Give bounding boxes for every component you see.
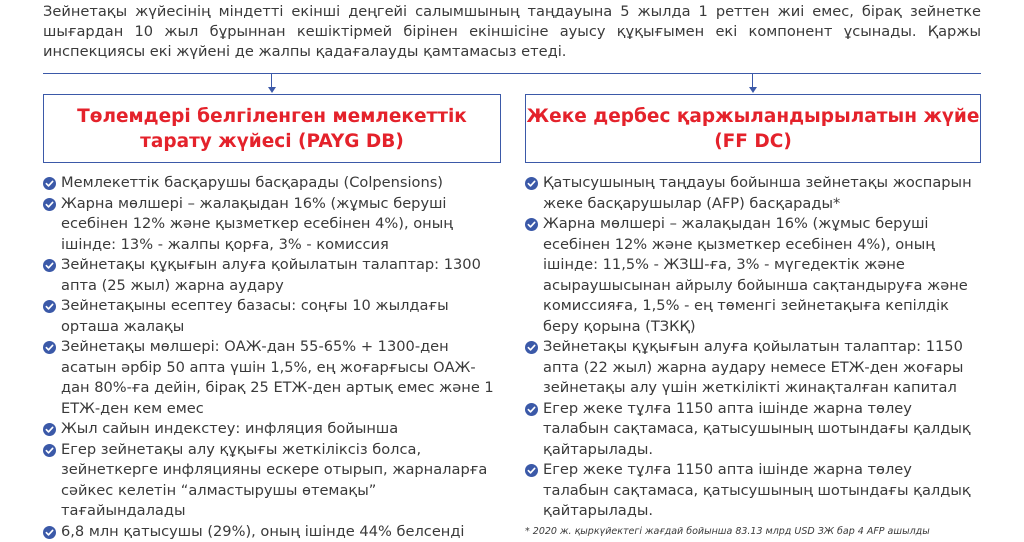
list-item-text: Егер жеке тұлға 1150 апта ішінде жарна төлеу талабын сақтамаса, қатысушының шотындағы қалдық қайтарылады. [543, 461, 971, 519]
list-item-text: Егер зейнетақы алу құқығы жеткіліксіз болса, зейнеткерге инфляцияны ескере отырып, жарналарға сәйкес келетін “алмастырушы өтемақы” тағайындалады [61, 441, 487, 520]
payg-db-list [43, 173, 501, 542]
ff-dc-header-box [525, 94, 981, 163]
payg-db-title: Төлемдері белгіленген мемлекеттік тарату жүйесі (PAYG DB) [44, 104, 500, 154]
arrow-down-icon [268, 87, 276, 93]
ff-dc-title: Жеке дербес қаржыландырылатын жүйе (FF DC) [526, 104, 980, 154]
list-item [525, 399, 981, 461]
list-item [43, 173, 501, 194]
check-circle-icon [525, 464, 538, 477]
top-divider [43, 73, 981, 74]
list-item-text: Зейнетақы мөлшері: ОАЖ-дан 55-65% + 1300-ден асатын әрбір 50 апта үшін 1,5%, ең жоғарғысы ОАЖ-дан 80%-ға дейін, бірақ 25 ЕТЖ-ден артық емес және 1 ЕТЖ-ден кем емес [61, 338, 494, 417]
list-item [43, 296, 501, 337]
arrow-down-icon [749, 87, 757, 93]
payg-db-header-box [43, 94, 501, 163]
check-circle-icon [43, 300, 56, 313]
check-circle-icon [43, 444, 56, 457]
list-item [525, 337, 981, 399]
list-item [43, 194, 501, 256]
list-item-text: Мемлекеттік басқарушы басқарады (Colpensions) [61, 174, 443, 191]
check-circle-icon [43, 259, 56, 272]
list-item-text: Егер жеке тұлға 1150 апта ішінде жарна төлеу талабын сақтамаса, қатысушының шотындағы қалдық қайтарылады. [543, 400, 971, 458]
list-item [525, 173, 981, 214]
list-item-text: Зейнетақы құқығын алуға қойылатын талаптар: 1300 апта (25 жыл) жарна аудару [61, 256, 481, 294]
ff-dc-list [525, 173, 981, 522]
check-circle-icon [43, 177, 56, 190]
list-item-text: Жарна мөлшері – жалақыдан 16% (жұмыс беруші есебінен 12% және қызметкер есебінен 4%), оның ішінде: 11,5% - ЖЗШ-ға, 3% - мүгедектік және асыраушысынан айрылу бойынша сақтандыруға және комиссияға, 1,5% - ең төменгі зейнетақыға кепілдік беру қорына (ТЗКҚ) [543, 215, 968, 335]
list-item-text: 6,8 млн қатысушы (29%), оның ішінде 44% белсенді [61, 523, 464, 540]
check-circle-icon [43, 198, 56, 211]
list-item [43, 255, 501, 296]
check-circle-icon [43, 526, 56, 539]
check-circle-icon [43, 341, 56, 354]
list-item [43, 440, 501, 522]
list-item [525, 214, 981, 337]
check-circle-icon [525, 403, 538, 416]
check-circle-icon [525, 341, 538, 354]
check-circle-icon [43, 423, 56, 436]
list-item-text: Зейнетақы құқығын алуға қойылатын талаптар: 1150 апта (22 жыл) жарна аудару немесе ЕТЖ-ден жоғары зейнетақы алу үшін жеткілікті жинақталған капитал [543, 338, 963, 396]
list-item-text: Зейнетақыны есептеу базасы: соңғы 10 жылдағы орташа жалақы [61, 297, 449, 335]
list-item-text: Қатысушының таңдауы бойынша зейнетақы жоспарын жеке басқарушылар (AFP) басқарады* [543, 174, 972, 212]
list-item [43, 337, 501, 419]
payg-db-column [43, 94, 501, 542]
check-circle-icon [525, 218, 538, 231]
list-item-text: Жарна мөлшері – жалақыдан 16% (жұмыс беруші есебінен 12% және қызметкер есебінен 4%), оның ішінде: 13% - жалпы қорға, 3% - комиссия [61, 195, 453, 253]
list-item [43, 419, 501, 440]
intro-paragraph: Зейнетақы жүйесінің міндетті екінші деңгейі салымшының таңдауына 5 жылда 1 реттен жиі емес, бірақ зейнетке шығардан 10 жыл бұрыннан кешіктірмей бірінен екіншісіне ауысу құқығымен екі компонент ұсынады. Қаржы инспекциясы екі жүйені де жалпы қадағалауды қамтамасыз етеді. [43, 2, 981, 62]
check-circle-icon [525, 177, 538, 190]
ff-dc-column [525, 94, 981, 538]
footnote: * 2020 ж. қыркүйектегі жағдай бойынша 83.13 млрд USD ЗЖ бар 4 AFP ашылды [525, 525, 981, 538]
list-item-text: Жыл сайын индекстеу: инфляция бойынша [61, 420, 398, 437]
list-item [525, 460, 981, 522]
